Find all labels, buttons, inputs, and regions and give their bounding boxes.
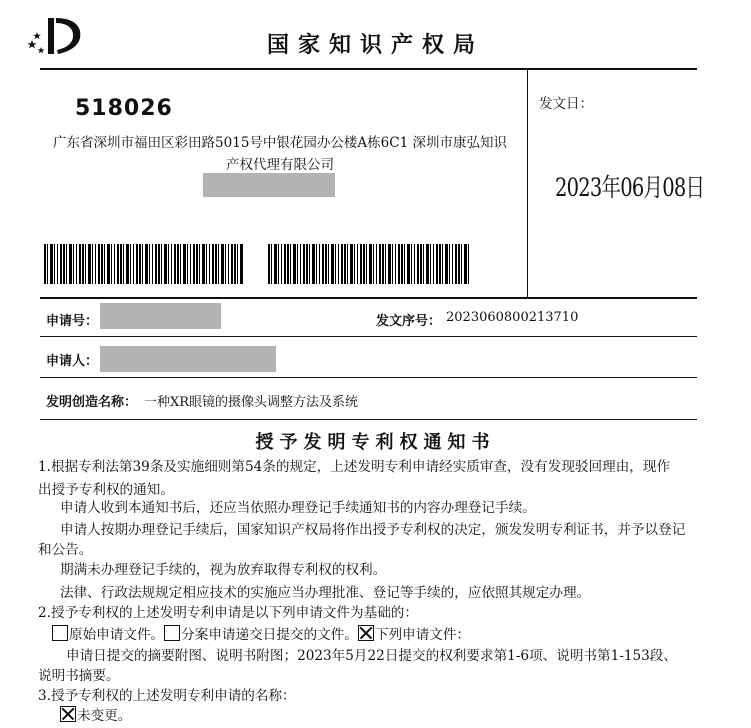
header-divider (40, 68, 697, 70)
date-column-divider (527, 68, 528, 298)
paragraph-3-cont: 和公告。 (38, 542, 93, 558)
paragraph-6: 2.授予专利权的上述发明专利申请是以下列申请文件为基础的： (38, 605, 418, 621)
issue-date: 2023年06月08日 (555, 173, 705, 202)
original-files-option: 原始申请文件。 (69, 627, 165, 643)
redacted-recipient-name (203, 173, 335, 197)
applicant-label: 申请人： (46, 354, 99, 369)
field-divider (40, 336, 697, 337)
redacted-applicant (100, 346, 276, 372)
field-divider (40, 419, 697, 420)
paragraph-2: 申请人收到本通知书后，还应当依照办理登记手续通知书的内容办理登记手续。 (60, 500, 536, 516)
unchanged-option: 未变更。 (77, 708, 132, 724)
divisional-files-checkbox (164, 625, 180, 641)
postcode: 518026 (75, 96, 173, 121)
issue-date-label: 发文日： (539, 96, 593, 112)
invention-title: 一种XR眼镜的摄像头调整方法及系统 (144, 395, 359, 410)
invention-title-label: 发明创造名称： (46, 395, 138, 410)
application-number-label: 申请号： (46, 314, 99, 329)
following-files-checkbox (358, 625, 374, 641)
redacted-application-number (100, 303, 221, 329)
notice-title: 授予发明专利权通知书 (255, 432, 496, 453)
paragraph-3: 申请人按期办理登记手续后，国家知识产权局将作出授予专利权的决定，颁发发明专利证书，并予以登记 (60, 522, 686, 538)
paragraph-5: 法律、行政法规规定相应技术的实施应当办理批准、登记等手续的，应依照其规定办理。 (60, 585, 591, 601)
title-change-option (60, 705, 131, 728)
barcode (268, 244, 469, 284)
paragraph-8: 3.授予专利权的上述发明专利申请的名称： (38, 688, 296, 704)
serial-number-label: 发文序号： (376, 314, 442, 329)
document-basis-options (52, 624, 470, 647)
following-files-option: 下列申请文件： (374, 627, 471, 643)
serial-number: 2023060800213710 (446, 310, 579, 325)
paragraph-7-cont: 说明书摘要。 (38, 668, 120, 684)
recipient-address: 广东省深圳市福田区彩田路5015号中银花园办公楼A栋6C1 深圳市康弘知识产权代理有限公司 (53, 135, 507, 173)
unchanged-checkbox (60, 706, 76, 722)
barcode (44, 244, 244, 284)
original-files-checkbox (52, 625, 68, 641)
divisional-files-option: 分案申请递交日提交的文件。 (181, 627, 358, 643)
paragraph-4: 期满未办理登记手续的，视为放弃取得专利权的权利。 (60, 562, 387, 578)
paragraph-1-cont: 出授予专利权的通知。 (38, 482, 174, 498)
address-block-bottom (40, 297, 697, 299)
paragraph-1: 1.根据专利法第39条及实施细则第54条的规定，上述发明专利申请经实质审查，没有发现驳回理由，现作 (38, 459, 671, 475)
field-divider (40, 377, 697, 378)
paragraph-7: 申请日提交的摘要附图、说明书附图；2023年5月22日提交的权利要求第1-6项、说明书第1-153段、 (66, 648, 677, 664)
office-name: 国家知识产权局 (266, 33, 484, 58)
